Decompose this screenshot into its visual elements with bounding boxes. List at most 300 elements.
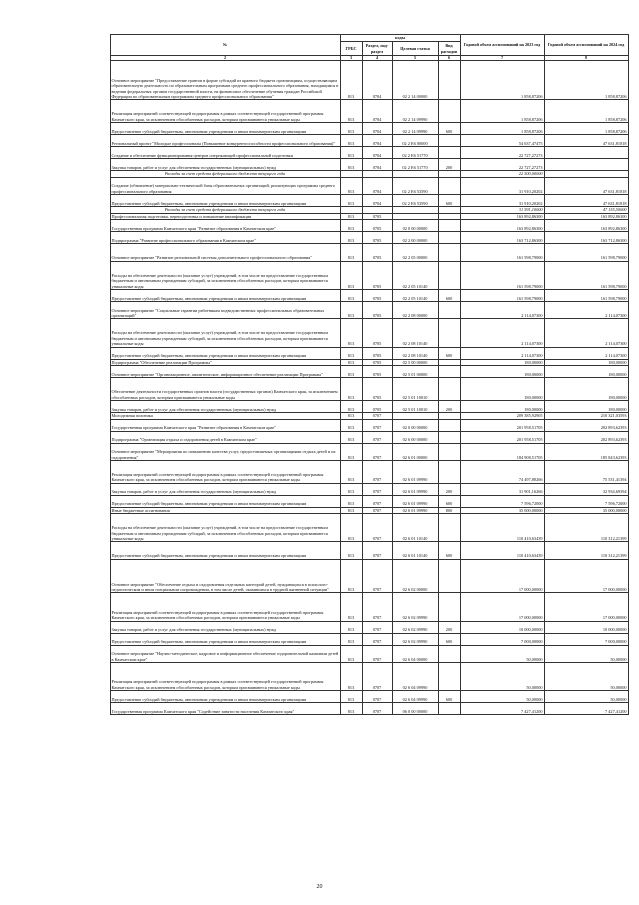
table-header [110,35,628,61]
cell-amount-2023: 209 385,92905 [460,412,544,419]
cell-vr [438,261,460,289]
cell-razdel: 0705 [362,289,392,301]
cell-amount-2023: 22 500,00000 [460,171,544,178]
cell-grbs: 813 [340,431,362,443]
cell-name: Расходы на обеспечение деятельности (оказание услуг) учреждений, в том числе на предоставление государственным бюджетным и автономным учреждениям субсидий, за исключением обособленных расходов, которым присваиваются уникальные коды [110,261,340,289]
cell-amount-2023: 50,00000 [460,663,544,691]
cell-vr: 600 [438,495,460,507]
header-name [110,35,340,56]
cell-grbs [340,171,362,178]
cell-name: Реализация мероприятий соответствующей подпрограммы в рамках соответствующей государственной программы Камчатского края, за исключением обособленных расходов, которым присваиваются уникальные коды [110,593,340,621]
cell-csr: 02 2 14 00000 [392,61,438,100]
cell-grbs: 813 [340,289,362,301]
table-row [110,443,628,460]
table-row [110,347,628,359]
cell-amount-2023: 1 858,87206 [460,100,544,123]
cell-name: Предоставление субсидий бюджетным, автономным учреждениям и иным некоммерческим организациям [110,123,340,135]
table-row [110,232,628,244]
cell-razdel: 0704 [362,123,392,135]
cell-vr [438,319,460,347]
cell-amount-2024: 47 155,50000 [544,207,628,214]
cell-amount-2023: 161 598,79000 [460,289,544,301]
table-row [110,400,628,412]
cell-razdel: 0707 [362,621,392,633]
table-row [110,61,628,100]
table-row [110,359,628,366]
budget-document [110,34,628,715]
cell-grbs [340,207,362,214]
cell-amount-2023: 2 114,07300 [460,347,544,359]
cell-csr: 02 2 E6 53590 [392,195,438,207]
cell-name: Основное мероприятие "Предоставление грантов в форме субсидий из краевого бюджета организациям, осуществляющим образовательную деятельность по образовательным программам среднего профессионального образования, находящимся в ведении федеральных органов государственной власти, на финансовое обеспечение обучения граждан Российской Федерации по образовательным программам среднего профессионального образования" [110,61,340,100]
table-row [110,177,628,194]
header-num-label: № [222,42,228,48]
cell-grbs: 813 [340,460,362,483]
index-cell: 5 [392,56,438,61]
cell-csr [392,213,438,220]
cell-vr [438,431,460,443]
cell-csr: 02 6 04 09990 [392,663,438,691]
cell-name: Региональный проект "Молодые профессионалы (Повышение конкурентоспособности профессионального образования)" [110,135,340,147]
cell-csr: 06 0 00 00000 [392,703,438,715]
cell-grbs: 813 [340,347,362,359]
cell-razdel: 0707 [362,514,392,542]
cell-amount-2023: 74 497,88266 [460,460,544,483]
cell-name: Реализация мероприятий соответствующей подпрограммы в рамках соответствующей государственной программы Камчатского края, за исключением обособленных расходов, которым присваиваются уникальные коды [110,460,340,483]
cell-amount-2024: 50,00000 [544,645,628,662]
cell-amount-2023: 50,00000 [460,691,544,703]
cell-amount-2023: 180,00000 [460,378,544,401]
cell-grbs: 813 [340,400,362,412]
cell-grbs: 813 [340,559,362,593]
cell-vr: 600 [438,542,460,559]
cell-vr: 600 [438,691,460,703]
cell-vr: 200 [438,159,460,171]
cell-name: Предоставление субсидий бюджетным, автономным учреждениям и иным некоммерческим организациям [110,633,340,645]
cell-name: Государственная программа Камчатского края "Развитие образования в Камчатском крае" [110,419,340,431]
cell-name: Основное мероприятие "Обеспечение отдыха и оздоровления отдельных категорий детей, нуждающихся в психолого-педагогическом и ином специальном сопровождении, в том числе детей, оказавшихся в трудной жизненной ситуации" [110,559,340,593]
page-number: 20 [316,884,323,890]
cell-amount-2024: 32 934,69394 [544,483,628,495]
cell-amount-2024: 2 114,07300 [544,319,628,347]
cell-name: Основное мероприятие "Мероприятия по повышению качества услуг, предоставляемых организациями отдыха детей и их оздоровления" [110,443,340,460]
cell-amount-2023: 7 427,41200 [460,703,544,715]
cell-grbs: 813 [340,213,362,220]
cell-vr [438,135,460,147]
cell-grbs: 813 [340,301,362,318]
cell-razdel: 0705 [362,213,392,220]
cell-razdel: 0705 [362,400,392,412]
cell-razdel: 0705 [362,378,392,401]
cell-name: Реализация мероприятий соответствующей подпрограммы в рамках соответствующей государственной программы Камчатского края, за исключением обособленных расходов, которым присваиваются уникальные коды [110,100,340,123]
table-row [110,159,628,171]
cell-name: Иные бюджетные ассигнования [110,507,340,514]
cell-name: Государственная программа Камчатского края "Содействие занятости населения Камчатского края" [110,703,340,715]
cell-name: Создание и обеспечение функционирования центров опережающей профессиональной подготовки [110,147,340,159]
cell-amount-2023: 35 000,00000 [460,507,544,514]
cell-amount-2023: 110 410,63439 [460,514,544,542]
cell-name: Молодежная политика [110,412,340,419]
cell-name: Расходы за счет средств федерального бюджета текущего года [110,171,340,178]
cell-razdel: 0707 [362,691,392,703]
cell-grbs: 813 [340,621,362,633]
table-row [110,220,628,232]
cell-vr [438,207,460,214]
cell-razdel: 0704 [362,159,392,171]
cell-csr: 02 6 01 10140 [392,514,438,542]
cell-amount-2023: 31 901,16266 [460,483,544,495]
cell-grbs: 813 [340,100,362,123]
table-row [110,460,628,483]
cell-grbs: 813 [340,495,362,507]
table-row [110,213,628,220]
table-row [110,123,628,135]
cell-amount-2023: 180,00000 [460,366,544,378]
cell-grbs: 813 [340,135,362,147]
cell-csr: 02 5 00 00000 [392,359,438,366]
table-row [110,431,628,443]
cell-csr: 02 6 01 09990 [392,507,438,514]
header-grbs: ГРБС [340,42,362,56]
cell-amount-2024: 47 631,81818 [544,177,628,194]
cell-csr [392,171,438,178]
cell-vr [438,460,460,483]
table-row [110,691,628,703]
cell-name: Расходы за счет средств федерального бюджета текущего года [110,207,340,214]
cell-grbs: 813 [340,61,362,100]
cell-amount-2024: 7 596,72000 [544,495,628,507]
cell-vr: 600 [438,195,460,207]
cell-grbs: 813 [340,443,362,460]
table-row [110,621,628,633]
cell-amount-2023: 110 410,63439 [460,542,544,559]
cell-name: Закупка товаров, работ и услуг для обеспечения государственных (муниципальных) нужд [110,621,340,633]
cell-name: Предоставление субсидий бюджетным, автономным учреждениям и иным некоммерческим организациям [110,542,340,559]
cell-razdel [362,171,392,178]
cell-grbs: 813 [340,319,362,347]
cell-csr: 02 2 14 09990 [392,100,438,123]
cell-csr: 02 5 01 10010 [392,400,438,412]
cell-razdel: 0707 [362,633,392,645]
cell-razdel: 0704 [362,195,392,207]
cell-vr: 600 [438,633,460,645]
cell-amount-2024: 47 631,81818 [544,195,628,207]
cell-razdel: 0707 [362,419,392,431]
cell-grbs: 813 [340,412,362,419]
cell-razdel: 0704 [362,61,392,100]
cell-name: Предоставление субсидий бюджетным, автономным учреждениям и иным некоммерческим организациям [110,495,340,507]
cell-amount-2024: 17 000,00000 [544,593,628,621]
cell-csr: 02 6 04 09990 [392,691,438,703]
table-row [110,412,628,419]
cell-vr [438,593,460,621]
table-row [110,483,628,495]
cell-name: Профессиональная подготовка, переподготовка и повышение квалификации [110,213,340,220]
table-row [110,378,628,401]
header-csr: Целевая статья [392,42,438,56]
cell-razdel: 0707 [362,593,392,621]
cell-name: Закупка товаров, работ и услуг для обеспечения государственных (муниципальных) нужд [110,159,340,171]
cell-razdel: 0704 [362,135,392,147]
cell-amount-2024: 210 321,03593 [544,412,628,419]
cell-amount-2024: 7 000,00000 [544,633,628,645]
cell-vr [438,244,460,261]
table-row [110,319,628,347]
cell-grbs: 813 [340,593,362,621]
cell-amount-2023: 50,00000 [460,645,544,662]
cell-amount-2023: 201 958,51705 [460,431,544,443]
cell-grbs: 813 [340,542,362,559]
cell-vr: 600 [438,123,460,135]
cell-vr [438,61,460,100]
index-cell: 6 [438,56,460,61]
cell-vr [438,419,460,431]
cell-csr [392,207,438,214]
cell-amount-2023: 163 892,86300 [460,213,544,220]
budget-table [110,34,629,715]
cell-razdel: 0707 [362,703,392,715]
cell-amount-2023: 17 000,00000 [460,559,544,593]
cell-csr: 02 2 05 00000 [392,244,438,261]
cell-name: Обеспечение деятельности государственных органов власти (государственных органов) Камчатского края, за исключением обособленных расходов, которым присваиваются уникальные коды [110,378,340,401]
table-row [110,135,628,147]
cell-name: Подпрограмма "Развитие профессионального образования в Камчатском крае" [110,232,340,244]
cell-vr [438,703,460,715]
cell-grbs: 813 [340,244,362,261]
cell-csr: 02 6 02 09990 [392,593,438,621]
cell-amount-2023: 180,00000 [460,400,544,412]
table-row [110,100,628,123]
cell-amount-2023: 180,00000 [460,359,544,366]
header-codes: коды [340,35,460,42]
cell-amount-2024: 47 631,81818 [544,135,628,147]
cell-vr: 800 [438,507,460,514]
cell-amount-2023: 31 591,10000 [460,207,544,214]
cell-razdel: 0704 [362,177,392,194]
header-razdel: Раздел, под-раздел [362,42,392,56]
cell-name: Предоставление субсидий бюджетным, автономным учреждениям и иным некоммерческим организациям [110,195,340,207]
cell-amount-2024: 161 598,79000 [544,289,628,301]
cell-name: Создание (обновление) материально-технической базы образовательных организаций, реализующих программы среднего профессионального образования [110,177,340,194]
cell-amount-2023: 1 858,87206 [460,61,544,100]
table-row [110,147,628,159]
cell-grbs: 813 [340,419,362,431]
cell-csr: 02 2 E6 51770 [392,147,438,159]
cell-grbs: 813 [340,507,362,514]
cell-csr: 02 6 02 00000 [392,559,438,593]
cell-csr: 02 2 05 10140 [392,261,438,289]
cell-csr: 02 6 02 09990 [392,633,438,645]
cell-grbs: 813 [340,645,362,662]
cell-razdel: 0705 [362,301,392,318]
cell-amount-2024 [544,171,628,178]
table-row [110,366,628,378]
table-row [110,419,628,431]
table-row [110,559,628,593]
cell-amount-2023: 163 712,86300 [460,232,544,244]
cell-name: Основное мероприятие "Развитие региональной системы дополнительного профессионального образования" [110,244,340,261]
cell-name: Основное мероприятие "Социальные гарантии работникам подведомственных профессиональных образовательных организаций" [110,301,340,318]
header-vr: Вид расходов [438,42,460,56]
cell-vr [438,645,460,662]
table-row [110,195,628,207]
cell-razdel: 0707 [362,559,392,593]
table-row [110,244,628,261]
cell-csr: 02 2 14 09990 [392,123,438,135]
cell-name: Расходы на обеспечение деятельности (оказание услуг) учреждений, в том числе на предоставление государственным бюджетным и автономным учреждениям субсидий, за исключением обособленных расходов, которым присваиваются уникальные коды [110,319,340,347]
cell-amount-2024: 110 312,21399 [544,514,628,542]
cell-csr: 02 6 01 10140 [392,542,438,559]
table-row [110,593,628,621]
cell-razdel: 0707 [362,431,392,443]
table-row [110,507,628,514]
cell-amount-2023: 2 114,07300 [460,319,544,347]
cell-vr [438,177,460,194]
index-cell: 2 [110,56,340,61]
table-row [110,542,628,559]
table-row [110,645,628,662]
cell-csr: 02 6 01 09990 [392,483,438,495]
cell-grbs: 813 [340,177,362,194]
table-row [110,301,628,318]
index-cell: 3 [340,56,362,61]
cell-amount-2024: 163 712,86300 [544,232,628,244]
cell-amount-2023: 2 114,07300 [460,301,544,318]
table-row [110,514,628,542]
cell-name: Закупка товаров, работ и услуг для обеспечения государственных (муниципальных) нужд [110,483,340,495]
cell-amount-2023: 163 892,86300 [460,220,544,232]
cell-amount-2024: 50,00000 [544,691,628,703]
cell-razdel: 0705 [362,347,392,359]
table-row [110,289,628,301]
cell-vr [438,100,460,123]
cell-vr [438,559,460,593]
cell-amount-2024: 75 531,41394 [544,460,628,483]
cell-grbs: 813 [340,123,362,135]
cell-csr: 02 6 00 00000 [392,431,438,443]
cell-name: Подпрограмма "Организация отдыха и оздоровления детей в Камчатском крае" [110,431,340,443]
cell-csr: 02 6 01 09990 [392,460,438,483]
cell-amount-2024: 180,00000 [544,359,628,366]
cell-amount-2023: 17 000,00000 [460,593,544,621]
cell-amount-2024 [544,159,628,171]
cell-amount-2024: 2 114,07300 [544,301,628,318]
index-cell: 4 [362,56,392,61]
cell-name: Реализация мероприятий соответствующей подпрограммы в рамках соответствующей государственной программы Камчатского края, за исключением обособленных расходов, которым присваиваются уникальные коды [110,663,340,691]
cell-amount-2024: 161 598,79000 [544,261,628,289]
cell-csr: 02 6 02 09990 [392,621,438,633]
cell-grbs: 813 [340,232,362,244]
cell-grbs: 813 [340,633,362,645]
table-row [110,261,628,289]
cell-vr [438,366,460,378]
cell-csr: 02 0 00 00000 [392,220,438,232]
cell-razdel: 0704 [362,147,392,159]
cell-csr: 02 2 08 10140 [392,347,438,359]
cell-grbs: 813 [340,261,362,289]
cell-vr [438,443,460,460]
cell-csr: 02 6 01 09990 [392,495,438,507]
cell-vr [438,378,460,401]
cell-amount-2024: 163 892,86300 [544,213,628,220]
cell-vr [438,301,460,318]
cell-vr: 200 [438,483,460,495]
cell-name: Закупка товаров, работ и услуг для обеспечения государственных (муниципальных) нужд [110,400,340,412]
cell-razdel: 0705 [362,220,392,232]
cell-razdel: 0707 [362,507,392,514]
cell-razdel: 0704 [362,100,392,123]
cell-amount-2023: 31 910,20202 [460,195,544,207]
cell-grbs: 813 [340,147,362,159]
cell-vr [438,514,460,542]
cell-csr: 02 2 08 10140 [392,319,438,347]
cell-razdel: 0707 [362,443,392,460]
cell-name: Подпрограмма "Обеспечение реализации Программы" [110,359,340,366]
cell-razdel: 0707 [362,412,392,419]
cell-name: Государственная программа Камчатского края "Развитие образования в Камчатском крае" [110,220,340,232]
cell-csr: 02 5 01 10010 [392,378,438,401]
table-row [110,495,628,507]
cell-csr: 02 2 05 10140 [392,289,438,301]
cell-amount-2023: 22 727,27273 [460,159,544,171]
cell-amount-2024: 17 000,00000 [544,559,628,593]
cell-vr [438,359,460,366]
cell-amount-2023: 22 727,27273 [460,147,544,159]
cell-razdel: 0705 [362,359,392,366]
cell-name: Предоставление субсидий бюджетным, автономным учреждениям и иным некоммерческим организациям [110,691,340,703]
cell-csr: 02 2 E6 00000 [392,135,438,147]
cell-razdel: 0707 [362,645,392,662]
cell-razdel: 0707 [362,495,392,507]
cell-vr [438,412,460,419]
cell-razdel: 0707 [362,663,392,691]
cell-amount-2024: 2 114,07300 [544,347,628,359]
cell-amount-2023: 1 858,87206 [460,123,544,135]
cell-grbs: 813 [340,366,362,378]
index-cell: 8 [544,56,628,61]
cell-vr: 600 [438,289,460,301]
cell-amount-2024: 180,00000 [544,366,628,378]
cell-grbs: 813 [340,514,362,542]
federal-funds-row [110,207,628,214]
cell-amount-2024: 185 843,62393 [544,443,628,460]
cell-csr: 02 6 04 00000 [392,645,438,662]
cell-vr [438,213,460,220]
cell-amount-2024: 1 858,87206 [544,61,628,100]
cell-vr [438,147,460,159]
cell-csr: 02 6 01 00000 [392,443,438,460]
cell-vr [438,171,460,178]
cell-vr: 200 [438,400,460,412]
cell-vr: 200 [438,621,460,633]
cell-amount-2024: 110 312,21399 [544,542,628,559]
table-row [110,633,628,645]
cell-grbs: 813 [340,483,362,495]
cell-vr: 600 [438,347,460,359]
cell-razdel: 0705 [362,319,392,347]
cell-amount-2024: 50,00000 [544,663,628,691]
table-row [110,663,628,691]
cell-amount-2023: 161 598,79000 [460,244,544,261]
cell-amount-2024 [544,147,628,159]
cell-grbs: 813 [340,220,362,232]
cell-csr: 02 2 08 00000 [392,301,438,318]
cell-name: Предоставление субсидий бюджетным, автономным учреждениям и иным некоммерческим организациям [110,347,340,359]
cell-amount-2024: 35 000,00000 [544,507,628,514]
cell-amount-2024: 202 893,62393 [544,431,628,443]
cell-grbs: 813 [340,159,362,171]
index-cell: 7 [460,56,544,61]
